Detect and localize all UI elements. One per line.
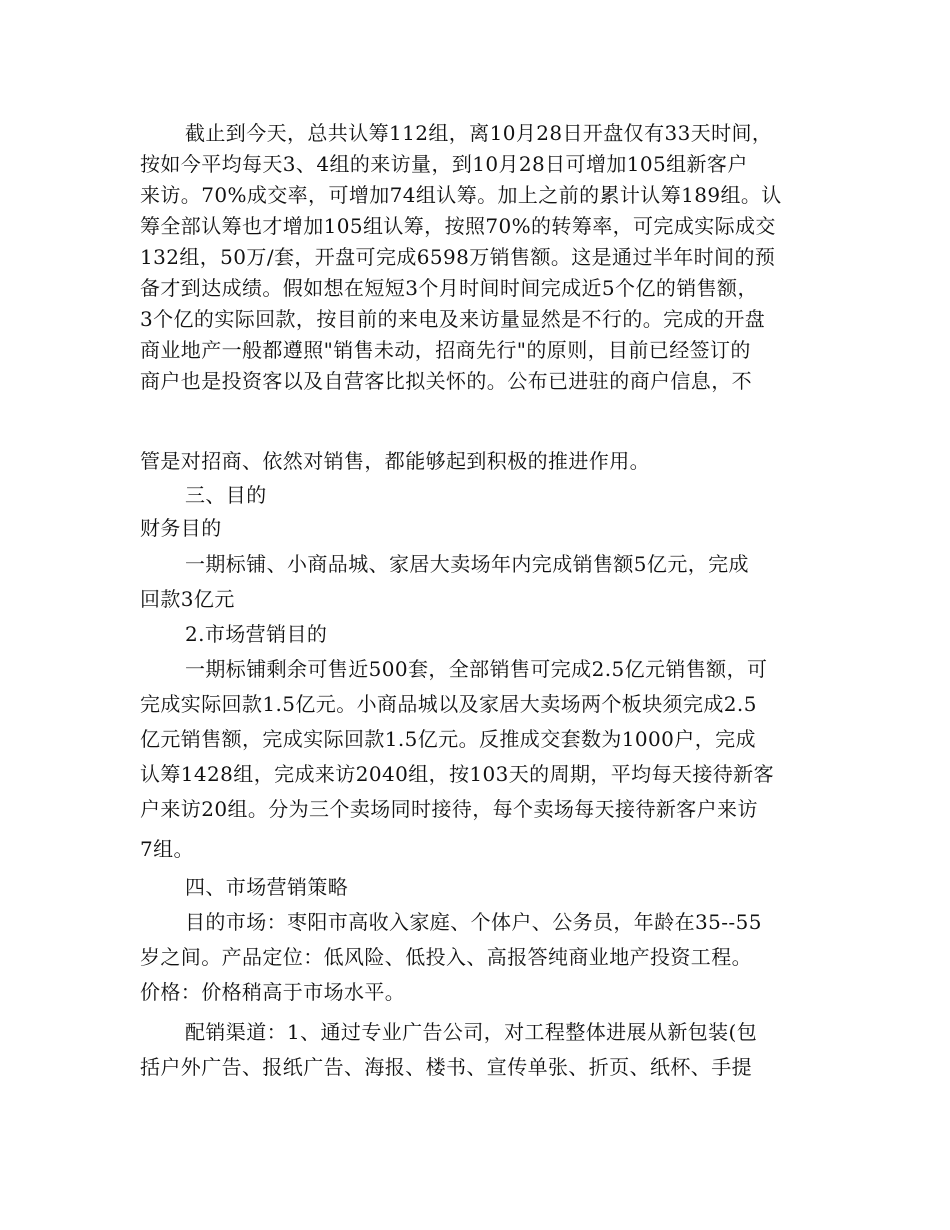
marketing-goal-line-2: 完成实际回款1.5亿元。小商品城以及家居大卖场两个板块须完成2.5 (140, 692, 757, 716)
section-3-heading: 三、目的 (185, 483, 267, 507)
paragraph-1-line-4: 筹全部认筹也才增加105组认筹，按照70%的转筹率，可完成实际成交 (140, 214, 776, 238)
paragraph-1-line-6: 备才到达成绩。假如想在短短3个月时间时间完成近5个亿的销售额， (140, 276, 758, 300)
target-market-line-2: 岁之间。产品定位：低风险、低投入、高报答纯商业地产投资工程。 (140, 945, 752, 969)
marketing-goal-line-3: 亿元销售额，完成实际回款1.5亿元。反推成交套数为1000户，完成 (140, 727, 756, 751)
financial-goal-line-1: 一期标铺、小商品城、家居大卖场年内完成销售额5亿元，完成 (185, 552, 749, 576)
paragraph-1-line-9: 商户也是投资客以及自营客比拟关怀的。公布已进驻的商户信息，不 (140, 369, 752, 393)
paragraph-1-line-1: 截止到今天，总共认筹112组，离10月28日开盘仅有33天时间， (185, 121, 773, 145)
channel-line-1: 配销渠道：1、通过专业广告公司，对工程整体进展从新包装(包 (185, 1020, 758, 1044)
target-market-line-1: 目的市场：枣阳市高收入家庭、个体户、公务员，年龄在35--55 (185, 910, 762, 934)
marketing-goal-line-1: 一期标铺剩余可售近500套，全部销售可完成2.5亿元销售额，可 (185, 657, 768, 681)
target-market-line-3: 价格：价格稍高于市场水平。 (140, 980, 406, 1004)
paragraph-1-line-8: 商业地产一般都遵照"销售未动，招商先行"的原则，目前已经签订的 (140, 338, 751, 362)
paragraph-1-line-2: 按如今平均每天3、4组的来访量，到10月28日可增加105组新客户 (140, 152, 748, 176)
marketing-goal-line-5: 户来访20组。分为三个卖场同时接待，每个卖场每天接待新客户来访 (140, 797, 758, 821)
paragraph-1-line-5: 132组，50万/套，开盘可完成6598万销售额。这是通过半年时间的预 (140, 245, 776, 269)
paragraph-1-line-7: 3个亿的实际回款，按目前的来电及来访量显然是不行的。完成的开盘 (140, 307, 766, 331)
financial-goal-heading: 财务目的 (140, 516, 222, 540)
channel-line-2: 括户外广告、报纸广告、海报、楼书、宣传单张、折页、纸杯、手提 (140, 1055, 752, 1079)
paragraph-1-line-3: 来访。70%成交率，可增加74组认筹。加上之前的累计认筹189组。认 (140, 183, 782, 207)
marketing-goal-line-6: 7组。 (140, 837, 194, 861)
financial-goal-line-2: 回款3亿元 (140, 587, 235, 611)
paragraph-1-line-10: 管是对招商、依然对销售，都能够起到积极的推进作用。 (140, 449, 650, 473)
section-4-heading: 四、市场营销策略 (185, 875, 349, 899)
marketing-goal-heading: 2.市场营销目的 (185, 622, 328, 646)
marketing-goal-line-4: 认筹1428组，完成来访2040组，按103天的周期，平均每天接待新客 (140, 762, 774, 786)
